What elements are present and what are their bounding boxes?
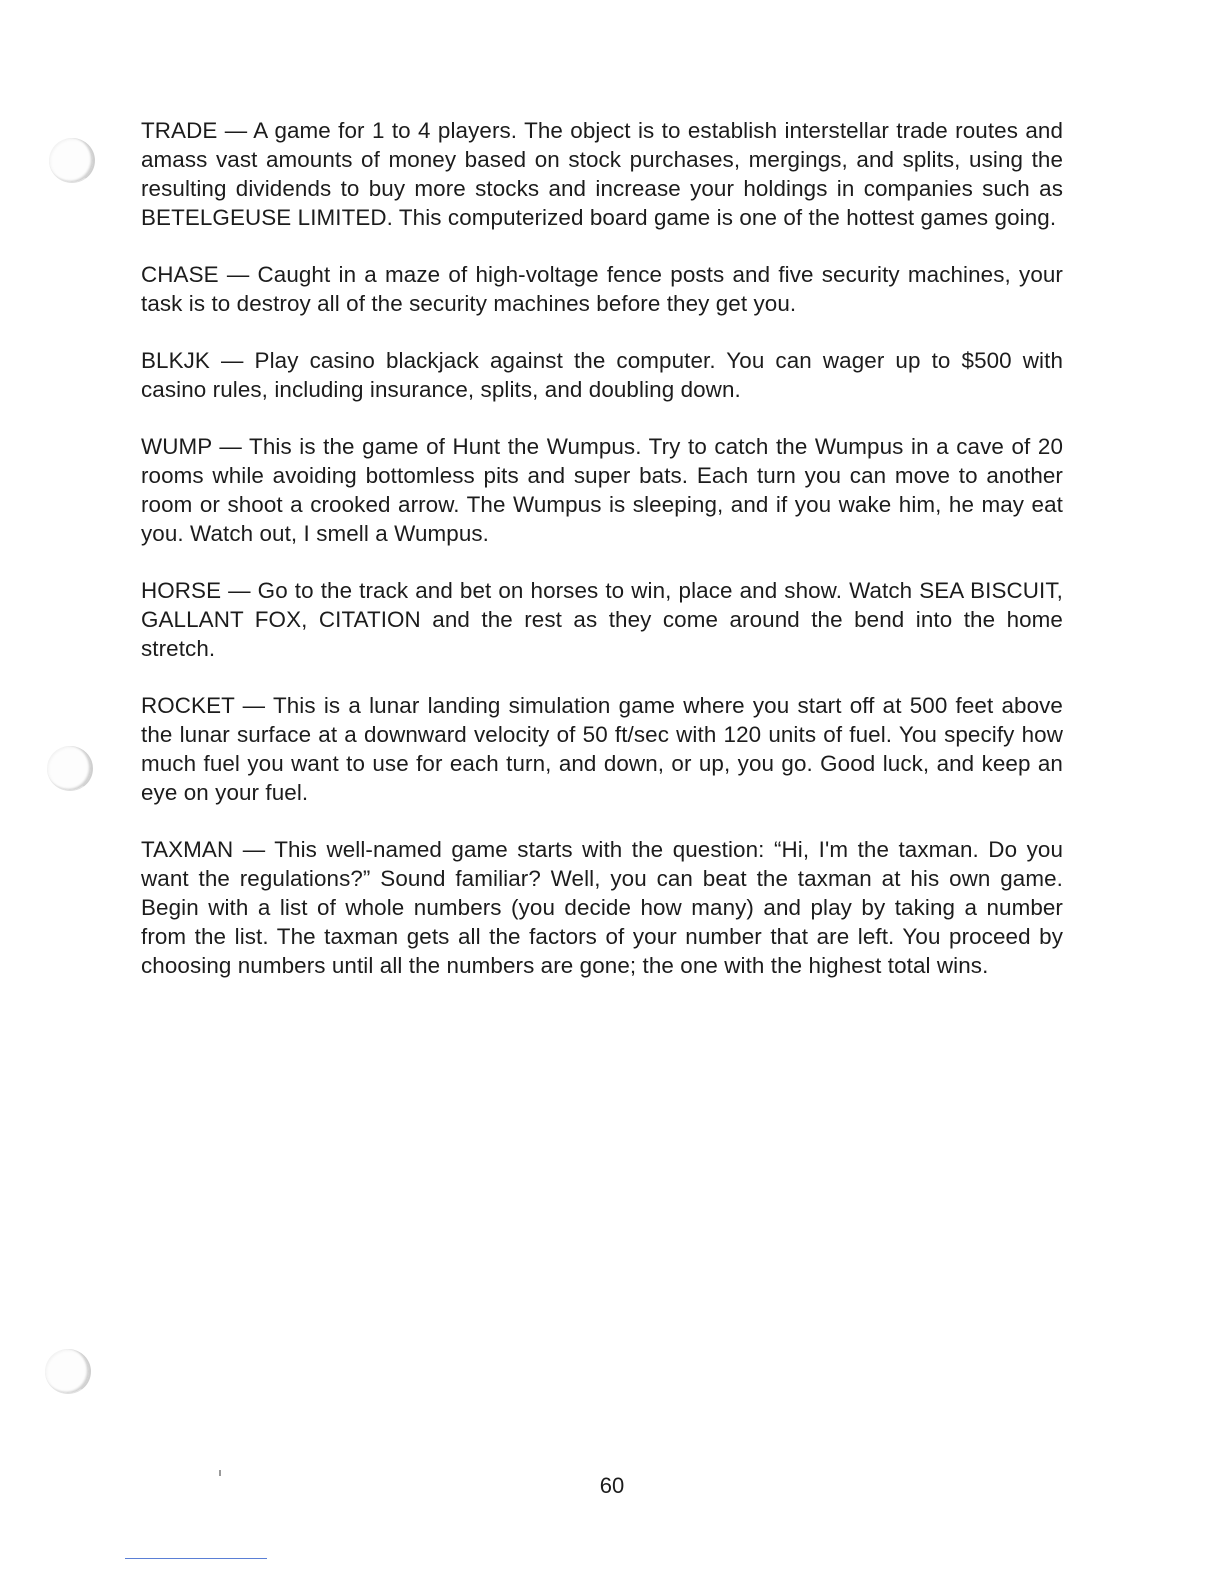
entry-rocket: ROCKET — This is a lunar landing simulation game where you start off at 500 feet above the lunar surface at a downward velocity of 50 ft/sec with 120 units of fuel. You specify how much fuel you want to use for each turn, and down, or up, you go. Good luck, and keep an eye on your fuel. (141, 693, 1063, 805)
binder-hole (49, 138, 95, 183)
entry-chase: CHASE — Caught in a maze of high-voltage fence posts and five security machines, your task is to destroy all of the security machines before they get you. (141, 262, 1063, 316)
entry-wump: WUMP — This is the game of Hunt the Wumpus. Try to catch the Wumpus in a cave of 20 rooms while avoiding bottomless pits and super bats. Each turn you can move to another room or shoot a crooked arrow. The Wumpus is sleeping, and if you wake him, he may eat you. Watch out, I smell a Wumpus. (141, 434, 1063, 546)
binder-hole (47, 746, 93, 791)
bottom-rule (125, 1558, 267, 1559)
entry-trade: TRADE — A game for 1 to 4 players. The object is to establish interstellar trade routes and amass vast amounts of money based on stock purchases, mergings, and splits, using the resulting dividends to buy more stocks and increase your holdings in companies such as BETELGEUSE LIMITED. This computerized board game is one of the hottest games going. (141, 118, 1063, 230)
entry-horse: HORSE — Go to the track and bet on horses to win, place and show. Watch SEA BISCUIT, GALLANT FOX, CITATION and the rest as they come around the bend into the home stretch. (141, 578, 1063, 661)
page-number: 60 (599, 1473, 625, 1498)
game-descriptions (141, 116, 1063, 1008)
entry-blkjk: BLKJK — Play casino blackjack against the computer. You can wager up to $500 with casino rules, including insurance, splits, and doubling down. (141, 348, 1063, 402)
entry-taxman: TAXMAN — This well-named game starts with the question: “Hi, I'm the taxman. Do you want the regulations?” Sound familiar? Well, you can beat the taxman at his own game. Begin with a list of whole numbers (you decide how many) and play by taking a number from the list. The taxman gets all the factors of your number that are left. You proceed by choosing numbers until all the numbers are gone; the one with the highest total wins. (141, 837, 1063, 978)
binder-hole (45, 1349, 91, 1394)
